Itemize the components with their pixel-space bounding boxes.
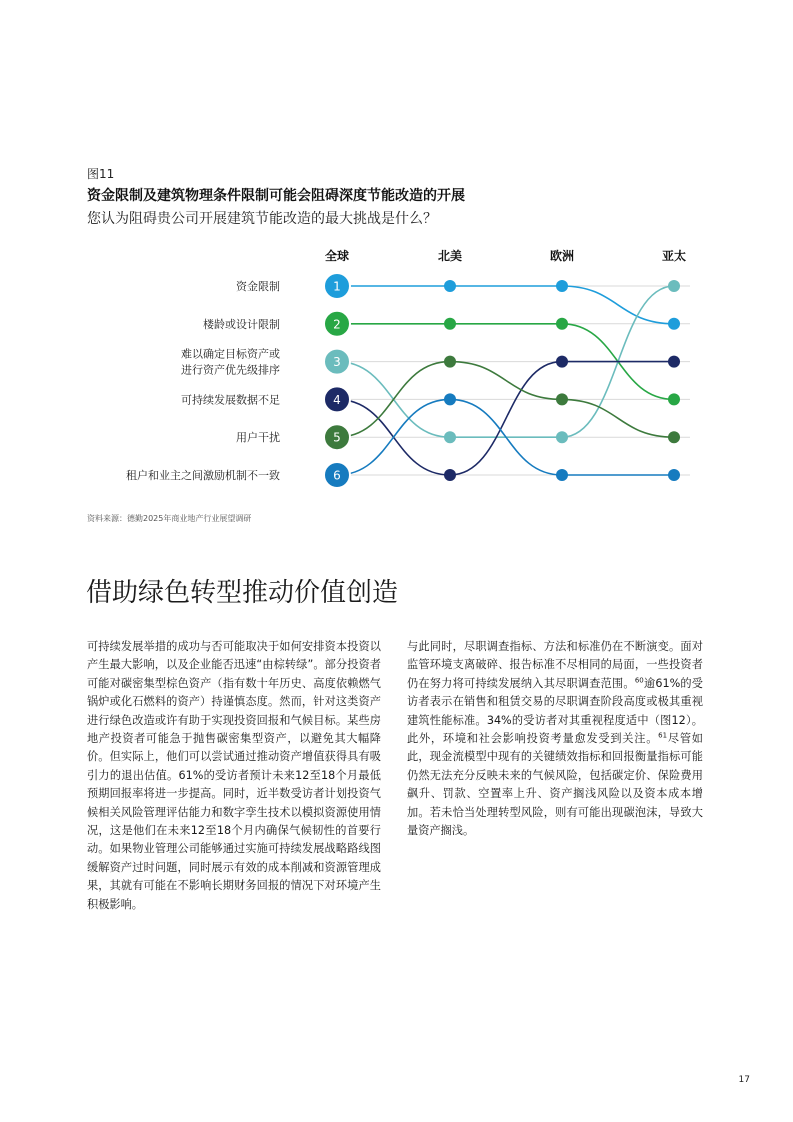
- column-header: 亚太: [661, 249, 687, 263]
- rank-dot: [668, 318, 680, 330]
- body-right-part-2: 逾61%的受访者表示在销售和租赁交易的尽职调查阶段高度或极其重视建筑性能标准。34%的受访者对其重视程度适中（图12）。此外，环境和社会影响投资考量愈发受到关注。: [407, 676, 703, 746]
- rank-number: 1: [333, 279, 341, 294]
- body-right-part-1: 与此同时，尽职调查指标、方法和标准仍在不断演变。面对监管环境支离破碎、报告标准不尽相同的局面，一些投资者仍在努力将可持续发展纳入其尽职调查范围。: [407, 640, 703, 690]
- figure-title: 资金限制及建筑物理条件限制可能会阻碍深度节能改造的开展: [87, 188, 465, 204]
- figure-label: 图11: [87, 167, 115, 181]
- row-label: 租户和业主之间激励机制不一致: [126, 469, 280, 482]
- rank-number: 5: [333, 430, 341, 445]
- rank-dot: [444, 318, 456, 330]
- row-label: 难以确定目标资产或: [181, 347, 280, 361]
- rank-dot: [668, 356, 680, 368]
- rank-dot: [556, 318, 568, 330]
- rank-dot: [668, 280, 680, 292]
- row-label: 可持续发展数据不足: [181, 393, 280, 407]
- rank-dot: [444, 469, 456, 481]
- section-heading: 借助绿色转型推动价值创造: [86, 578, 399, 608]
- figure-question: 您认为阻碍贵公司开展建筑节能改造的最大挑战是什么？: [87, 211, 437, 227]
- column-header: 欧洲: [549, 249, 575, 263]
- rank-dot: [444, 356, 456, 368]
- rank-dot: [556, 431, 568, 443]
- rank-dot: [556, 393, 568, 405]
- column-header: 北美: [437, 249, 463, 263]
- row-label: 资金限制: [236, 280, 280, 293]
- rank-dot: [444, 431, 456, 443]
- rank-dot: [444, 393, 456, 405]
- rank-dot: [556, 469, 568, 481]
- row-label: 楼龄或设计限制: [203, 317, 280, 331]
- bump-chart: [0, 240, 793, 500]
- rank-dot: [444, 280, 456, 292]
- figure-source: 资料来源：德勤2025年商业地产行业展望调研: [87, 514, 252, 523]
- row-label: 用户干扰: [236, 431, 280, 445]
- rank-dot: [668, 469, 680, 481]
- body-right-part-3: 尽管如此，现金流模型中现有的关键绩效指标和回报衡量指标可能仍然无法充分反映未来的气候风险，包括碳定价、保险费用飙升、罚款、空置率上升、资产搁浅风险以及资本成本增加。若未恰当处理转型风险，则有可能出现碳泡沫，导致大量资产搁浅。: [407, 732, 703, 838]
- series-line: [337, 286, 674, 324]
- rank-number: 2: [333, 317, 341, 332]
- column-header: 全球: [324, 249, 350, 263]
- footnote-ref-60: 60: [634, 676, 644, 685]
- page-number: 17: [738, 1075, 750, 1085]
- body-column-right: [407, 638, 703, 840]
- series-line: [337, 362, 674, 475]
- rank-number: 4: [333, 392, 341, 407]
- rank-number: 3: [333, 355, 341, 370]
- rank-dot: [556, 356, 568, 368]
- row-label: 进行资产优先级排序: [181, 363, 280, 377]
- rank-dot: [668, 431, 680, 443]
- rank-number: 6: [333, 468, 341, 483]
- rank-dot: [556, 280, 568, 292]
- rank-dot: [668, 393, 680, 405]
- footnote-ref-61: 61: [658, 731, 668, 740]
- body-column-left: 可持续发展举措的成功与否可能取决于如何安排资本投资以产生最大影响，以及企业能否迅速“由棕转绿”。部分投资者可能对碳密集型棕色资产（指有数十年历史、高度依赖燃气锅炉或化石燃料的资产）持谨慎态度。然而，针对这类资产进行绿色改造或许有助于实现投资回报和气候目标。某些房地产投资者可能急于抛售碳密集型资产，以避免其大幅降价。但实际上，他们可以尝试通过推动资产增值获得具有吸引力的退出估值。61%的受访者预计未来12至18个月最低预期回报率将进一步提高。同时，近半数受访者计划投资气候相关风险管理评估能力和数字孪生技术以模拟资源使用情况，这是他们在未来12至18个月内确保气候韧性的首要行动。如果物业管理公司能够通过实施可持续发展战略路线图缓解资产过时问题，同时展示有效的成本削减和资源管理成果，其就有可能在不影响长期财务回报的情况下对环境产生积极影响。: [87, 640, 381, 911]
